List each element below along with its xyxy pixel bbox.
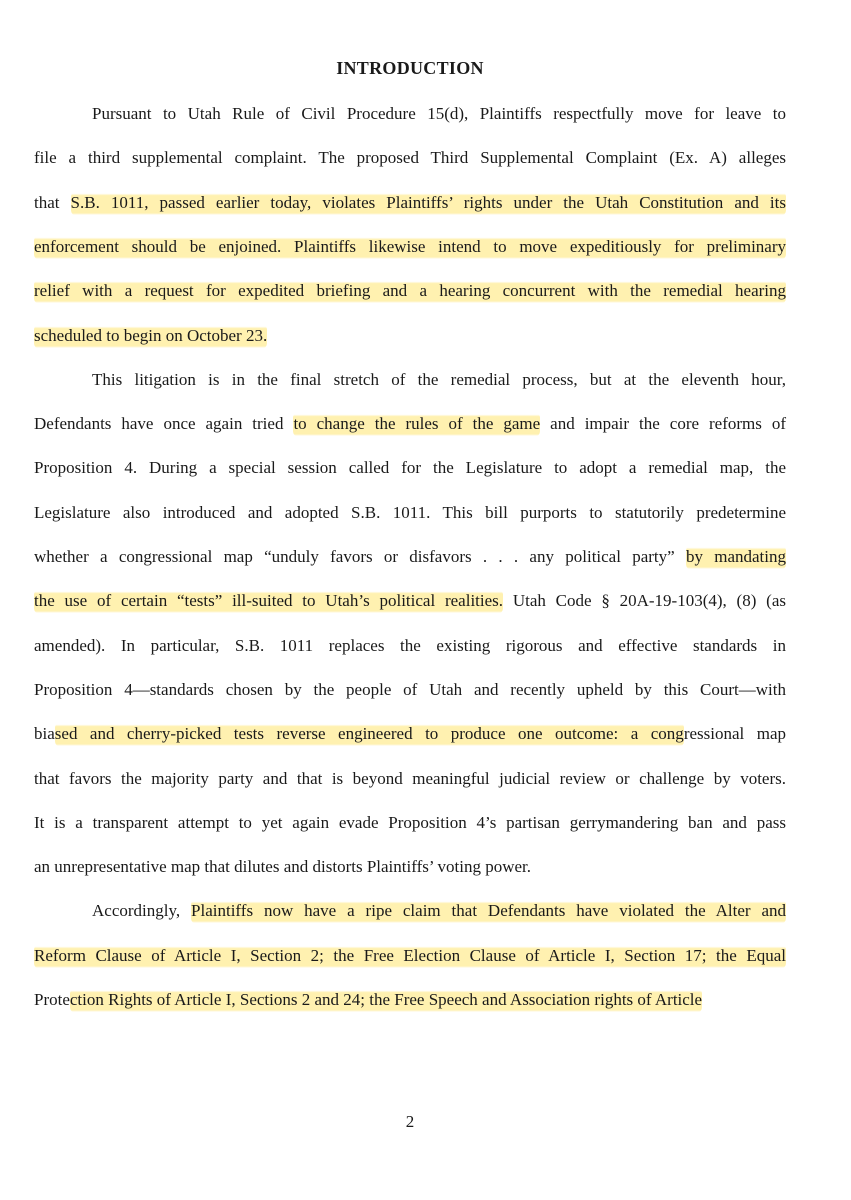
text-segment: Defendants have once again tried bbox=[34, 414, 294, 433]
text-segment: Utah Code § 20A-19-103(4), (8) (as bbox=[503, 591, 786, 610]
text-line bbox=[34, 988, 786, 1012]
text-segment: ressional map bbox=[683, 724, 786, 743]
text-segment: It is a transparent attempt to yet again evade Proposition 4’s partisan gerrymandering ban and pass bbox=[34, 813, 786, 832]
text-segment: Proposition 4. During a special session called for the Legislature to adopt a remedial map, the bbox=[34, 458, 786, 477]
text-line bbox=[34, 634, 786, 658]
highlighted-text: the use of certain “tests” ill-suited to Utah’s political realities. bbox=[34, 589, 503, 614]
highlighted-text: Plaintiffs now have a ripe claim that Defendants have violated the Alter and bbox=[191, 899, 786, 924]
highlighted-text: relief with a request for expedited briefing and a hearing concurrent with the remedial hearing bbox=[34, 279, 786, 304]
text-line bbox=[92, 899, 786, 923]
text-segment: file a third supplemental complaint. The proposed Third Supplemental Complaint (Ex. A) alleges bbox=[34, 148, 786, 167]
text-segment: Accordingly, bbox=[92, 901, 192, 920]
text-line bbox=[34, 811, 786, 835]
highlighted-text: by mandating bbox=[686, 545, 786, 570]
text-line bbox=[34, 767, 786, 791]
text-line bbox=[92, 368, 786, 392]
text-segment: Legislature also introduced and adopted S.B. 1011. This bill purports to statutorily predetermine bbox=[34, 503, 786, 522]
text-segment: an unrepresentative map that dilutes and distorts Plaintiffs’ voting power. bbox=[34, 857, 531, 876]
text-segment: amended). In particular, S.B. 1011 replaces the existing rigorous and effective standards in bbox=[34, 636, 786, 655]
highlighted-text: to change the rules of the game bbox=[293, 412, 540, 437]
text-line bbox=[34, 324, 786, 348]
highlighted-text: S.B. 1011, passed earlier today, violates Plaintiffs’ rights under the Utah Constitution and its bbox=[71, 191, 786, 216]
section-heading: INTRODUCTION bbox=[336, 58, 484, 78]
text-line bbox=[34, 678, 786, 702]
text-line bbox=[34, 722, 786, 746]
text-line bbox=[34, 456, 786, 480]
text-line bbox=[34, 146, 786, 170]
text-segment: bia bbox=[34, 724, 55, 743]
page-number: 2 bbox=[405, 1112, 415, 1131]
text-segment: that favors the majority party and that is beyond meaningful judicial review or challenge by voters. bbox=[34, 769, 786, 788]
text-line bbox=[34, 235, 786, 259]
highlighted-text: sed and cherry-picked tests reverse engineered to produce one outcome: a cong bbox=[55, 722, 684, 747]
text-segment: This litigation is in the final stretch of the remedial process, but at the eleventh hour, bbox=[92, 370, 786, 389]
text-line bbox=[92, 102, 786, 126]
text-line bbox=[34, 545, 786, 569]
text-line bbox=[34, 501, 786, 525]
text-segment: whether a congressional map “unduly favors or disfavors . . . any political party” bbox=[34, 547, 686, 566]
text-segment: Proposition 4—standards chosen by the people of Utah and recently upheld by this Court—with bbox=[34, 680, 786, 699]
highlighted-text: scheduled to begin on October 23. bbox=[34, 324, 267, 349]
text-segment: Prote bbox=[34, 990, 70, 1009]
highlighted-text: ction Rights of Article I, Sections 2 and 24; the Free Speech and Association rights of Article bbox=[70, 988, 702, 1013]
text-line bbox=[34, 589, 786, 613]
text-segment: and impair the core reforms of bbox=[540, 414, 787, 433]
text-line bbox=[34, 412, 786, 436]
text-line bbox=[34, 855, 786, 879]
highlighted-text: enforcement should be enjoined. Plaintiffs likewise intend to move expeditiously for preliminary bbox=[34, 235, 786, 260]
text-line bbox=[34, 279, 786, 303]
text-line bbox=[34, 191, 786, 215]
text-line bbox=[34, 944, 786, 968]
text-segment: Pursuant to Utah Rule of Civil Procedure 15(d), Plaintiffs respectfully move for leave to bbox=[92, 104, 786, 123]
highlighted-text: Reform Clause of Article I, Section 2; the Free Election Clause of Article I, Section 17; the Equal bbox=[34, 944, 786, 969]
text-segment: that bbox=[34, 193, 71, 212]
